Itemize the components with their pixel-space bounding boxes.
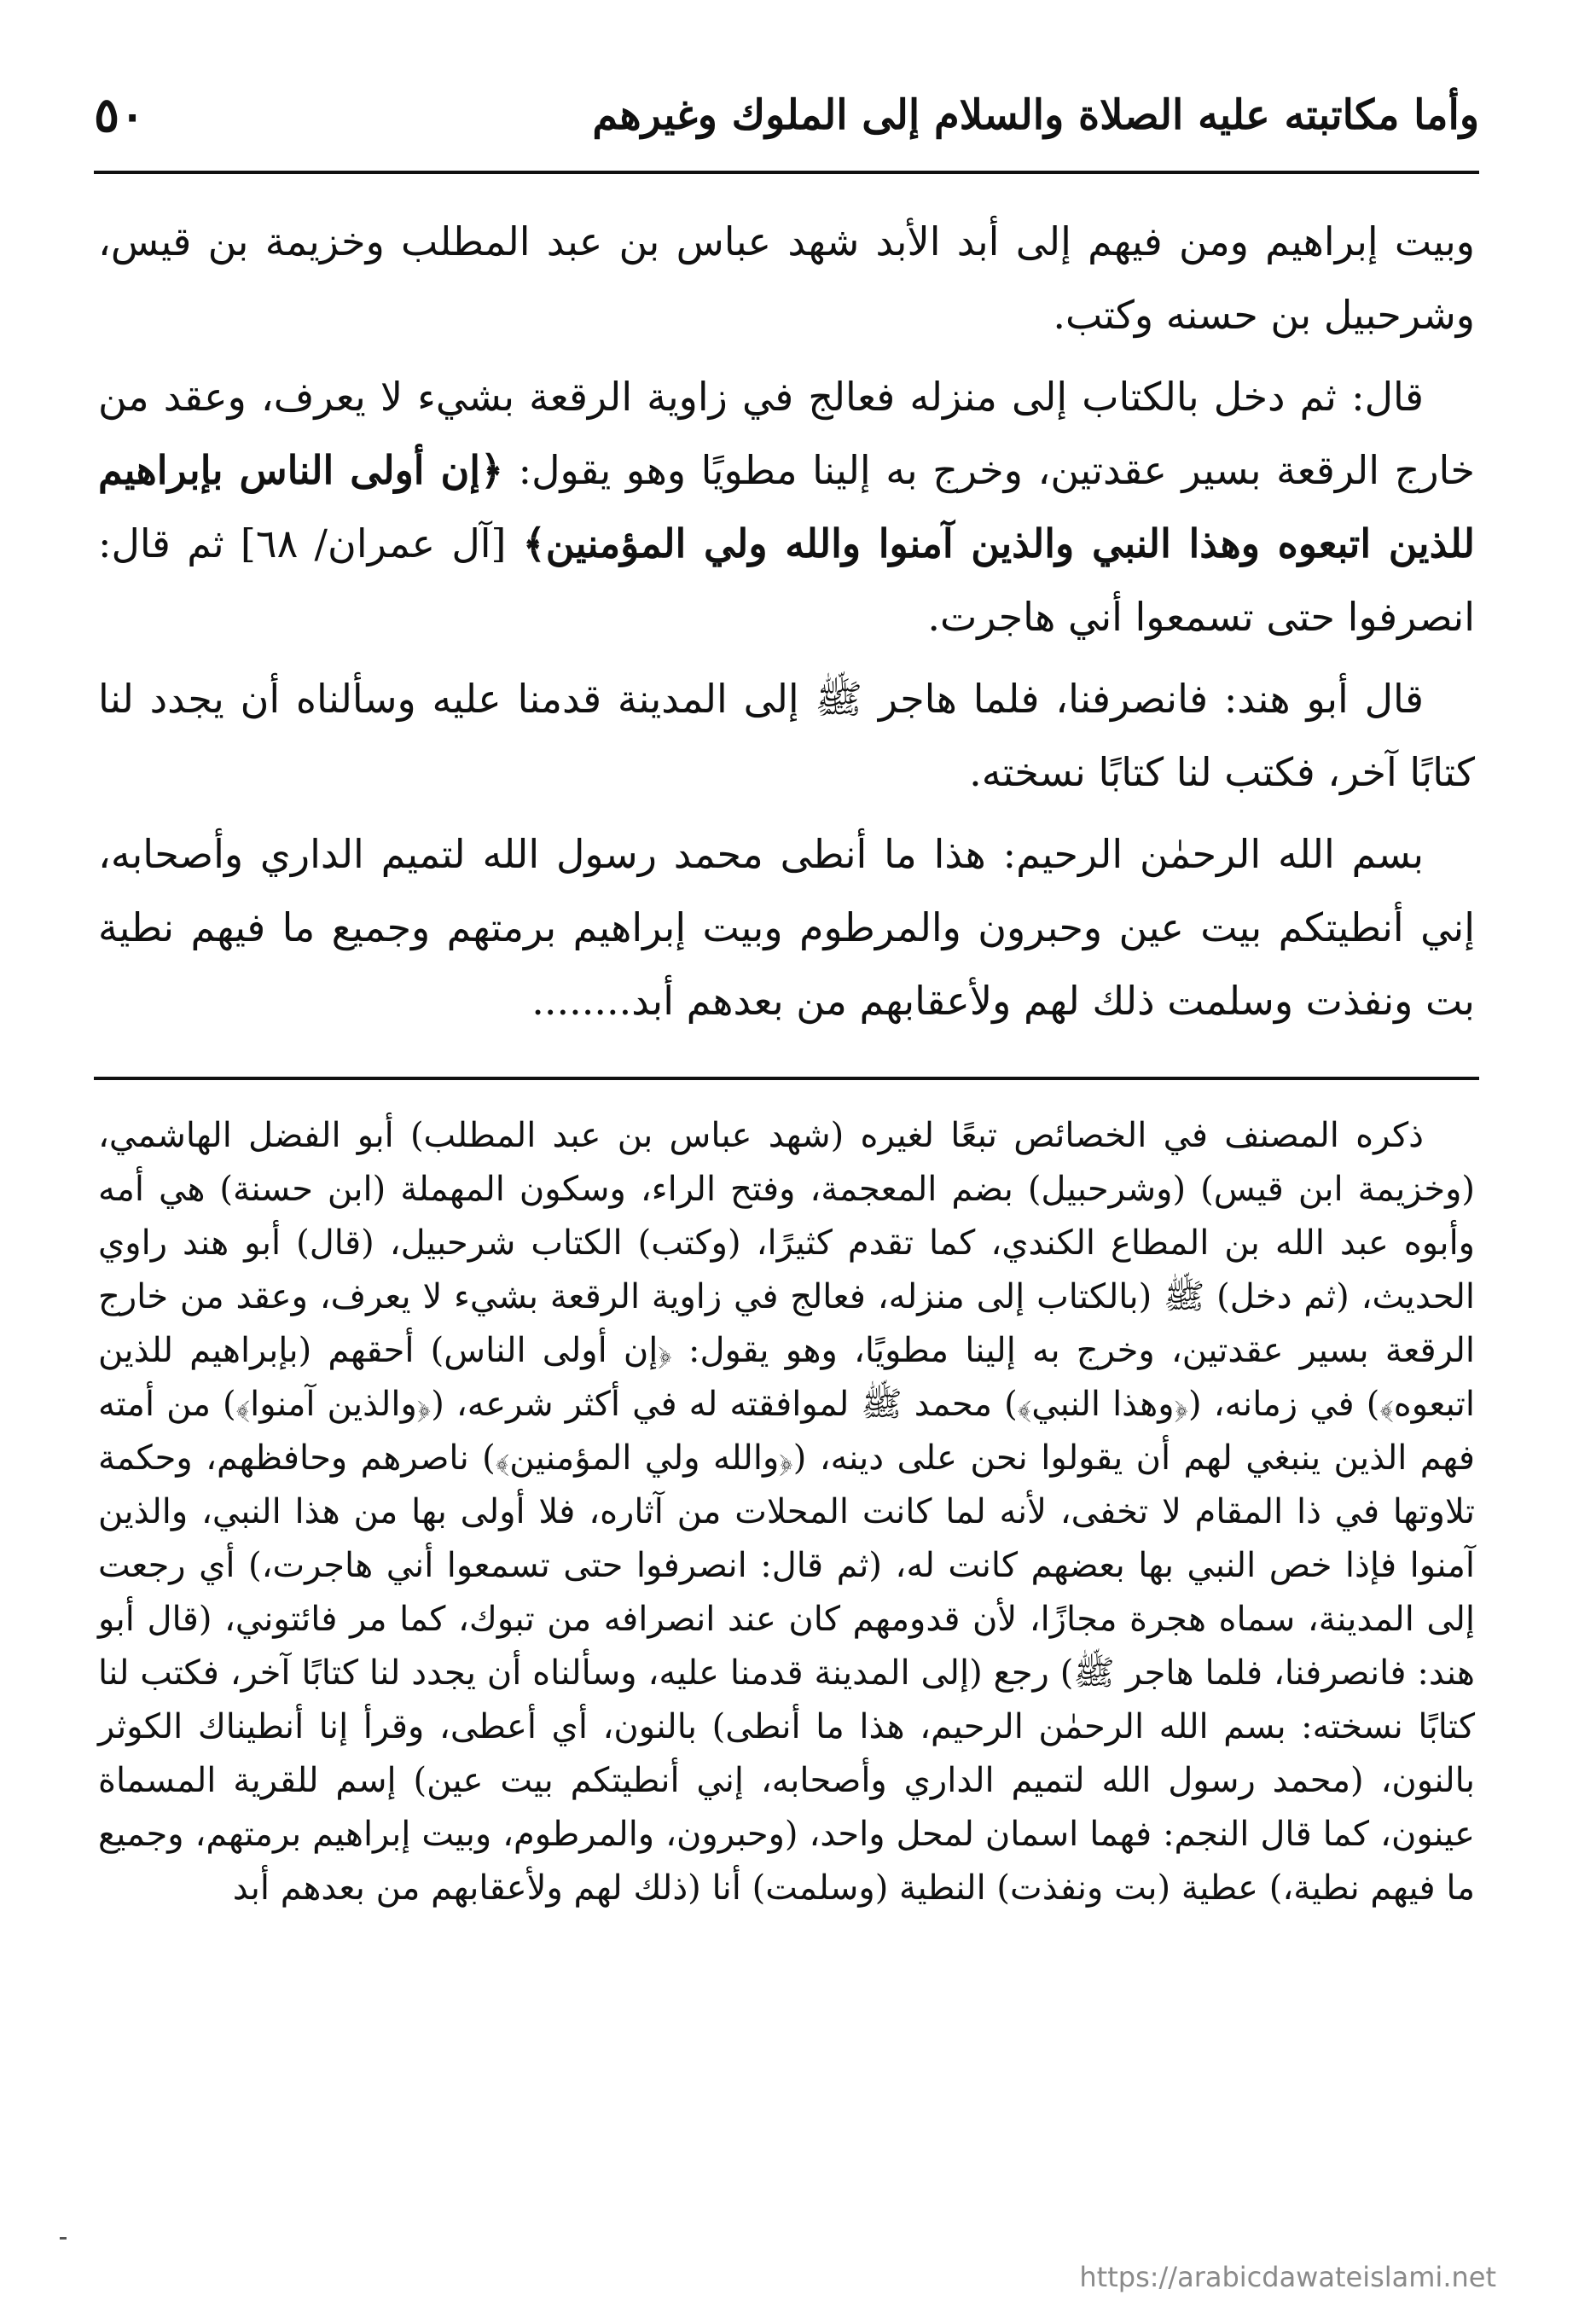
footnote-divider xyxy=(94,1077,1479,1080)
page-number: ٥٠ xyxy=(94,87,146,143)
main-paragraph-3: قال أبو هند: فانصرفنا، فلما هاجر ﷺ إلى المدينة قدمنا عليه وسألناه أن يجدد لنا كتابًا آخر، فكتب لنا كتابًا نسخته. xyxy=(98,676,1475,795)
main-text xyxy=(98,205,1475,1058)
page-header xyxy=(94,81,1479,149)
main-paragraph-2-intro: قال: ثم دخل بالكتاب إلى منزله فعالج في زاوية الرقعة بشيء لا يعرف، وعقد من خارج الرقعة بسير عقدتين، وخرج به إلينا مطويًا وهو يقول: xyxy=(98,374,1475,493)
main-paragraph-2 xyxy=(98,360,1475,654)
commentary-paragraph: ذكره المصنف في الخصائص تبعًا لغيره (شهد عباس بن عبد المطلب) أبو الفضل الهاشمي، (وخزيمة ابن قيس) (وشرحبيل) بضم المعجمة، وفتح الراء، وسكون المهملة (ابن حسنة) هي أمه وأبوه عبد الله بن المطاع الكندي، كما تقدم كثيرًا، (وكتب) الكتاب شرحبيل، (قال) أبو هند راوي الحديث، (ثم دخل) ﷺ (بالكتاب إلى منزله، فعالج في زاوية الرقعة بشيء لا يعرف، وعقد من خارج الرقعة بسير عقدتين، وخرج به إلينا مطويًا، وهو يقول: ﴿إن أولى الناس) أحقهم (بإبراهيم للذين اتبعوه﴾) في زمانه، (﴿وهذا النبي﴾) محمد ﷺ لموافقته له في أكثر شرعه، (﴿والذين آمنوا﴾) من أمته فهم الذين ينبغي لهم أن يقولوا نحن على دينه، (﴿والله ولي المؤمنين﴾) ناصرهم وحافظهم، وحكمة تلاوتها في ذا المقام لا تخفى، لأنه لما كانت المحلات من آثاره، فلا أولى بها من هذا النبي، والذين آمنوا فإذا خص النبي بها بعضهم كانت له، (ثم قال: انصرفوا حتى تسمعوا أني هاجرت،) أي رجعت إلى المدينة، سماه هجرة مجازًا، لأن قدومهم كان عند انصرافه من تبوك، كما مر فائتوني، (قال أبو هند: فانصرفنا، فلما هاجر ﷺ) رجع (إلى المدينة قدمنا عليه، وسألناه أن يجدد لنا كتابًا آخر، فكتب لنا كتابًا نسخته: بسم الله الرحمٰن الرحيم، هذا ما أنطى) بالنون، أي أعطى، وقرأ إنا أنطيناك الكوثر بالنون، (محمد رسول الله لتميم الداري وأصحابه، إني أنطيتكم بيت عين) إسم للقرية المسماة عينون، كما قال النجم: فهما اسمان لمحل واحد، (وحبرون، والمرطوم، وبيت إبراهيم برمتهم، وجميع ما فيهم نطية،) عطية (بت ونفذت) النطية (وسلمت) أنا (ذلك لهم ولأعقابهم من بعدهم أبد xyxy=(98,1116,1476,1908)
main-paragraph-4: بسم الله الرحمٰن الرحيم: هذا ما أنطى محمد رسول الله لتميم الداري وأصحابه، إني أنطيتكم بيت عين وحبرون والمرطوم وبيت إبراهيم برمتهم وجميع ما فيهم نطية بت ونفذت وسلمت ذلك لهم ولأعقابهم من بعدهم أبد........ xyxy=(98,831,1475,1024)
scan-speck xyxy=(60,2237,67,2240)
header-divider xyxy=(94,171,1479,174)
main-paragraph-1: وبيت إبراهيم ومن فيهم إلى أبد الأبد شهد عباس بن عبد المطلب وخزيمة بن قيس، وشرحبيل بن حسنه وكتب. xyxy=(98,218,1475,338)
main-paragraph-2-reference: [آل عمران/ ٦٨] ثم قال: انصرفوا حتى تسمعوا أني هاجرت. xyxy=(98,520,1475,640)
running-title: وأما مكاتبته عليه الصلاة والسلام إلى الملوك وغيرهم xyxy=(592,91,1479,139)
commentary-text xyxy=(98,1109,1475,2235)
watermark-url: https://arabicdawateislami.net xyxy=(1079,2261,1496,2293)
quran-verse: ﴿إن أولى الناس بإبراهيم للذين اتبعوه وهذا النبي والذين آمنوا والله ولي المؤمنين﴾ xyxy=(98,447,1475,566)
